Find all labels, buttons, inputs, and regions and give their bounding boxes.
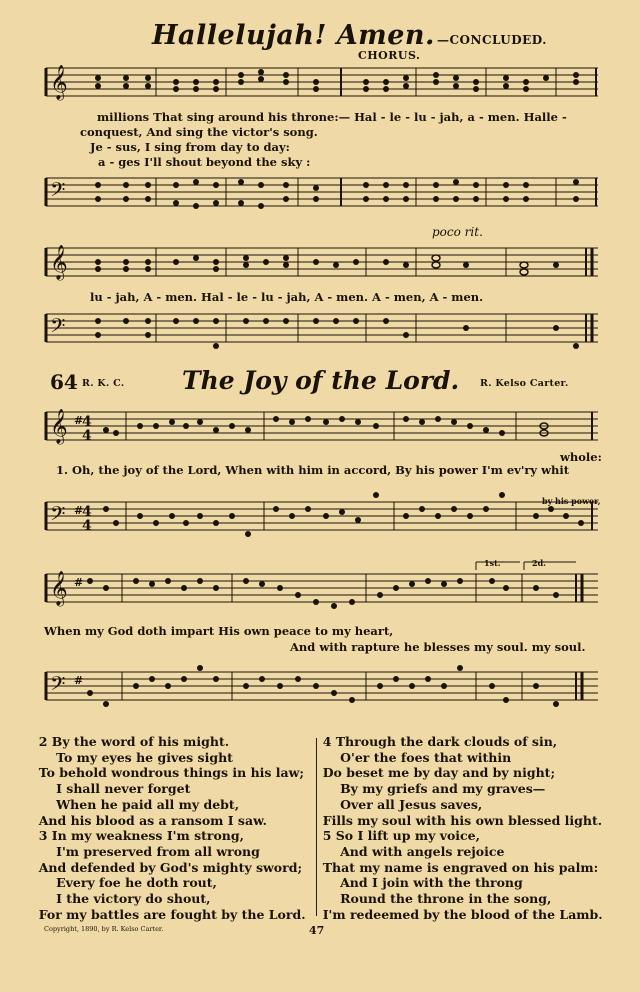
hymn-title-hallelujah-amen	[152, 20, 547, 51]
system1-lyric-3: Je - sus, I sing from day to day:	[90, 140, 290, 154]
svg-text:4: 4	[82, 518, 92, 534]
verses-right-column: 4 Through the dark clouds of sin, O'er the foes that within Do beset me by day and by night; By my griefs and my graves— Over all Jesus saves, Fills my soul with his own blessed light. 5 So I lift up my voice, And with angels rejoice That my name is engraved on his palm: And I join with the throng Round the throne in the song, I'm redeemed by the blood of the Lamb.	[322, 734, 603, 922]
svg-text:4: 4	[82, 428, 92, 444]
svg-text:#: #	[74, 576, 84, 589]
staff-system1-bass	[36, 170, 598, 218]
svg-text:𝄞: 𝄞	[50, 571, 68, 606]
page-number: 47	[309, 924, 325, 937]
svg-text:𝄞: 𝄞	[50, 409, 68, 444]
copyright-notice: Copyright, 1890, by R. Kelso Carter.	[44, 925, 164, 933]
staff-system2-bass	[36, 306, 598, 356]
system2-lyric: lu - jah, A - men. Hal - le - lu - jah, A - men. A - men, A - men.	[90, 290, 484, 304]
svg-text:𝄢: 𝄢	[50, 178, 66, 206]
system1-lyric-1: millions That sing around his throne:— Hal - le - lu - jah, a - men. Halle -	[97, 110, 567, 124]
svg-text:#: #	[74, 504, 84, 517]
hymn-line-2b: And with rapture he blesses my soul. my soul.	[290, 640, 586, 654]
chorus-label: CHORUS.	[358, 49, 421, 62]
concluded-label: —CONCLUDED.	[436, 33, 547, 47]
staff-system1-treble	[36, 62, 598, 106]
system1-lyric-2: conquest, And sing the victor's song.	[80, 125, 318, 139]
hymn-title-joy-of-the-lord: The Joy of the Lord.	[182, 366, 460, 395]
composer-initials: R. K. C.	[82, 378, 125, 389]
ending-2d-label: 2d.	[532, 558, 546, 568]
hymn-number: 64	[50, 370, 78, 394]
svg-text:4: 4	[82, 504, 92, 520]
svg-text:4: 4	[82, 414, 92, 430]
author-credit: R. Kelso Carter.	[480, 378, 569, 389]
by-his-power-note: by his power,	[542, 496, 601, 506]
svg-text:#: #	[74, 674, 84, 687]
staff-system4-bass	[36, 658, 598, 720]
staff-system4-treble	[36, 560, 598, 620]
verses-left-column: 2 By the word of his might. To my eyes he gives sight To behold wondrous things in his law; I shall never forget When he paid all my debt, And his blood as a ransom I saw. 3 In my weakness I'm strong, I'm preserved from all wrong And defended by God's mighty sword; Every foe he doth rout, I the victory do shout, For my battles are fought by the Lord.	[38, 734, 306, 922]
svg-text:𝄢: 𝄢	[50, 314, 66, 342]
svg-text:𝄢: 𝄢	[50, 672, 66, 700]
hymn-line-1: 1. Oh, the joy of the Lord, When with him in accord, By his power I'm ev'ry whit	[56, 463, 570, 477]
title-text: Hallelujah! Amen.	[152, 20, 435, 51]
staff-system2-treble	[36, 240, 598, 286]
staff-system3-treble	[36, 400, 598, 448]
system1-lyric-4: a - ges I'll shout beyond the sky :	[98, 155, 311, 169]
hymn-whole-tail: whole:	[560, 450, 602, 464]
hymn-line-2a: When my God doth impart His own peace to my heart,	[44, 624, 394, 638]
ending-1st-label: 1st.	[484, 558, 501, 568]
svg-text:𝄞: 𝄞	[50, 245, 68, 280]
tempo-marking: poco rit.	[432, 225, 483, 239]
svg-text:𝄞: 𝄞	[50, 65, 68, 100]
svg-text:𝄢: 𝄢	[50, 502, 66, 530]
staff-system3-bass	[36, 490, 598, 542]
svg-text:#: #	[74, 414, 84, 427]
